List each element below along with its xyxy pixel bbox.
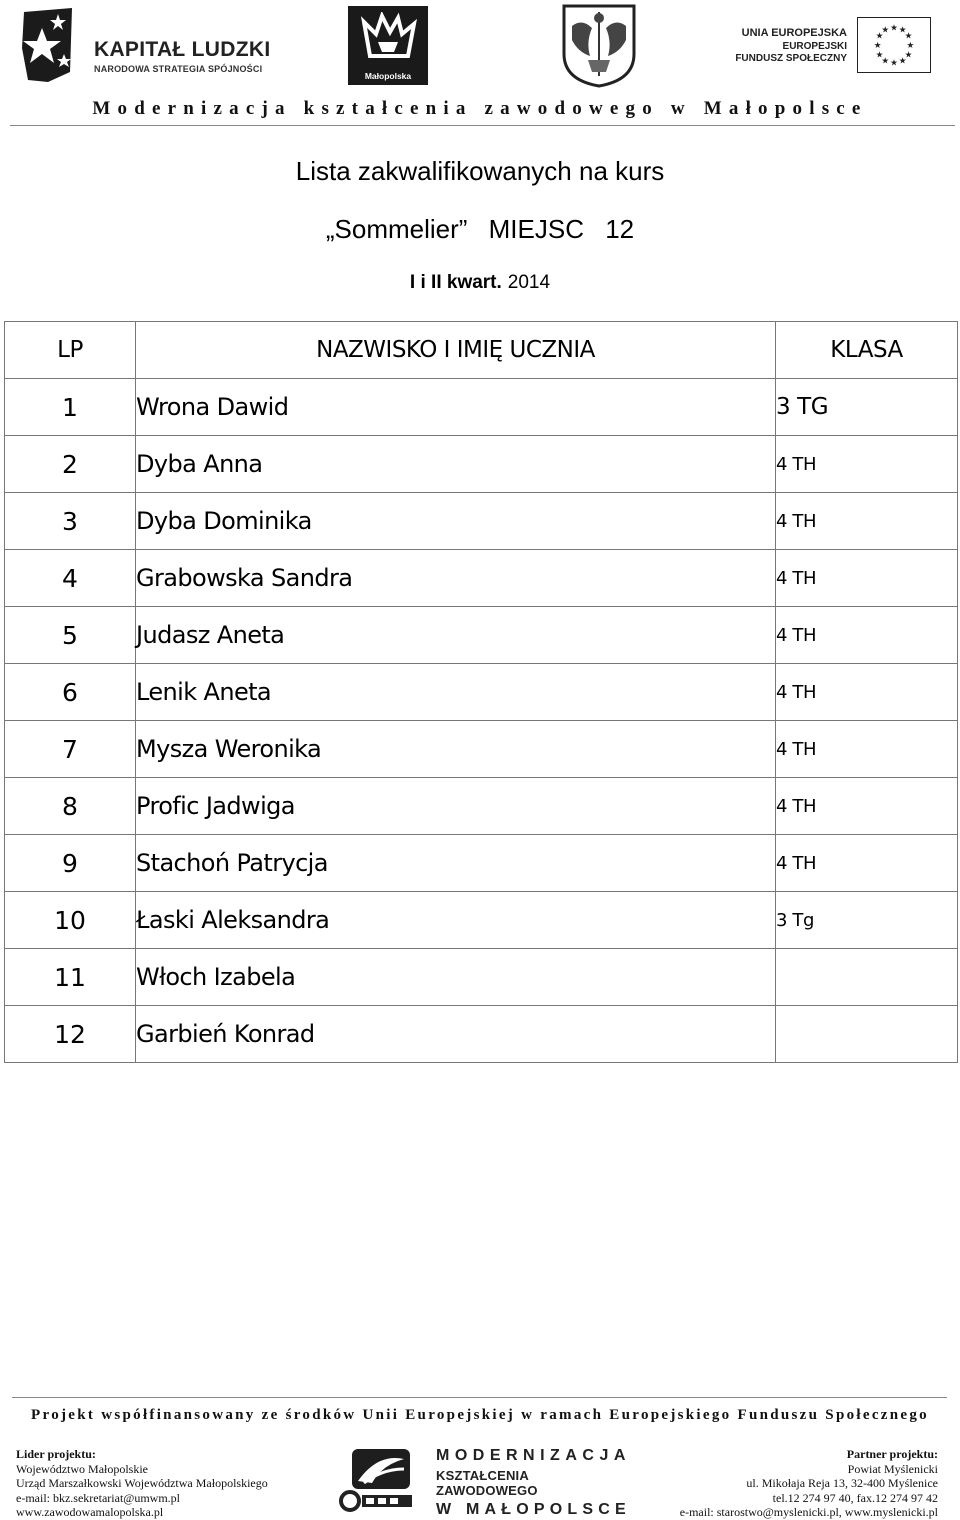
document-title: Lista zakwalifikowanych na kurs <box>295 156 665 186</box>
svg-text:★: ★ <box>875 50 884 61</box>
kapital-ludzki-title: KAPITAŁ LUDZKI <box>94 38 271 61</box>
malopolska-crown-icon <box>358 12 418 64</box>
row-klasa: 3 TG <box>776 379 958 436</box>
row-klasa: 4 TH <box>776 664 958 721</box>
row-klasa: 4 TH <box>776 721 958 778</box>
malopolska-logo <box>348 6 428 85</box>
modernizacja-logo-text <box>436 1447 631 1519</box>
logo-line-2: KSZTAŁCENIA ZAWODOWEGO <box>436 1468 538 1498</box>
row-name: Mysza Weronika <box>136 721 776 778</box>
row-klasa: 4 TH <box>776 550 958 607</box>
project-partner-block <box>680 1447 938 1520</box>
table-row <box>5 379 958 436</box>
svg-text:★: ★ <box>881 25 890 36</box>
svg-text:★: ★ <box>904 31 913 42</box>
partner-line: tel.12 274 97 40, fax.12 274 97 42 <box>772 1490 938 1505</box>
footer-divider <box>12 1397 947 1398</box>
row-name: Judasz Aneta <box>136 607 776 664</box>
row-lp: 8 <box>5 778 136 835</box>
modernizacja-logo <box>338 1447 631 1518</box>
period-year: 2014 <box>507 272 551 293</box>
row-lp: 4 <box>5 550 136 607</box>
period-label: I i II kwart. <box>409 272 502 293</box>
row-name: Lenik Aneta <box>136 664 776 721</box>
modernizacja-emblem-icon <box>338 1447 414 1513</box>
course-name: „Sommelier” MIEJSC 12 <box>325 214 635 244</box>
row-name: Wrona Dawid <box>136 379 776 436</box>
table-row <box>5 550 958 607</box>
row-lp: 6 <box>5 664 136 721</box>
table-row <box>5 607 958 664</box>
logo-line-3: W MAŁOPOLSCE <box>436 1501 631 1518</box>
svg-text:★: ★ <box>898 25 907 36</box>
row-klasa <box>776 949 958 1006</box>
leader-email[interactable]: e-mail: bkz.sekretariat@umwm.pl <box>16 1490 180 1505</box>
column-header-lp: LP <box>5 322 136 379</box>
header-tagline: Modernizacja kształcenia zawodowego w Małopolsce <box>92 98 868 119</box>
malopolska-label: Małopolska <box>364 71 412 81</box>
row-name: Dyba Anna <box>136 436 776 493</box>
kapital-ludzki-subtitle: NARODOWA STRATEGIA SPÓJNOŚCI <box>94 64 263 74</box>
participants-table <box>4 321 958 1063</box>
svg-text:★: ★ <box>875 31 884 42</box>
header-divider <box>10 125 955 126</box>
table-row <box>5 835 958 892</box>
row-lp: 12 <box>5 1006 136 1063</box>
table-row <box>5 892 958 949</box>
eu-line-3: FUNDUSZ SPOŁECZNY <box>735 53 847 64</box>
leader-line: Urząd Marszałkowski Województwa Małopolskiego <box>16 1476 268 1490</box>
row-klasa: 4 TH <box>776 835 958 892</box>
table-row <box>5 721 958 778</box>
svg-text:★: ★ <box>890 23 898 34</box>
course-period <box>0 272 960 294</box>
leader-website[interactable]: www.zawodowamalopolska.pl <box>16 1505 164 1519</box>
eu-text-block <box>735 27 847 64</box>
row-lp: 11 <box>5 949 136 1006</box>
leader-label: Lider projektu: <box>16 1447 96 1461</box>
project-leader-block <box>16 1447 268 1520</box>
partner-line: ul. Mikołaja Reja 13, 32-400 Myślenice <box>746 1476 938 1490</box>
row-lp: 10 <box>5 892 136 949</box>
row-lp: 3 <box>5 493 136 550</box>
svg-text:★: ★ <box>906 40 915 51</box>
row-name: Grabowska Sandra <box>136 550 776 607</box>
row-lp: 2 <box>5 436 136 493</box>
svg-text:★: ★ <box>890 58 898 69</box>
row-name: Stachoń Patrycja <box>136 835 776 892</box>
row-klasa: 3 Tg <box>776 892 958 949</box>
table-row <box>5 493 958 550</box>
column-header-klasa: KLASA <box>776 322 958 379</box>
partner-label: Partner projektu: <box>846 1447 938 1461</box>
row-klasa: 4 TH <box>776 607 958 664</box>
row-klasa: 4 TH <box>776 493 958 550</box>
column-header-name: NAZWISKO I IMIĘ UCZNIA <box>136 322 776 379</box>
row-lp: 7 <box>5 721 136 778</box>
row-name: Profic Jadwiga <box>136 778 776 835</box>
header-logos <box>0 0 960 95</box>
eu-line-2: EUROPEJSKI <box>782 41 847 52</box>
row-name: Włoch Izabela <box>136 949 776 1006</box>
row-lp: 1 <box>5 379 136 436</box>
eu-line-1: UNIA EUROPEJSKA <box>741 27 847 39</box>
powiat-crest-icon <box>560 2 638 88</box>
table-row <box>5 778 958 835</box>
table-row <box>5 664 958 721</box>
row-lp: 5 <box>5 607 136 664</box>
row-lp: 9 <box>5 835 136 892</box>
row-name: Garbień Konrad <box>136 1006 776 1063</box>
table-header-row <box>5 322 958 379</box>
row-name: Łaski Aleksandra <box>136 892 776 949</box>
svg-text:★: ★ <box>898 56 907 67</box>
partner-contact[interactable]: e-mail: starostwo@myslenicki.pl, www.myslenicki.pl <box>679 1505 938 1519</box>
row-name: Dyba Dominika <box>136 493 776 550</box>
partner-line: Powiat Myślenicki <box>847 1461 938 1476</box>
table-row <box>5 949 958 1006</box>
kapital-ludzki-logo <box>20 8 280 84</box>
row-klasa <box>776 1006 958 1063</box>
kapital-ludzki-star-icon <box>20 8 76 84</box>
footer-tagline: Projekt współfinansowany ze środków Unii Europejskiej w ramach Europejskiego Funduszu Społecznego <box>31 1407 929 1423</box>
leader-line: Województwo Małopolskie <box>16 1461 149 1476</box>
svg-text:★: ★ <box>873 40 882 51</box>
row-klasa: 4 TH <box>776 778 958 835</box>
table-row <box>5 1006 958 1063</box>
row-klasa: 4 TH <box>776 436 958 493</box>
table-row <box>5 436 958 493</box>
eu-flag-icon <box>857 17 931 73</box>
svg-text:★: ★ <box>904 50 913 61</box>
unia-europejska-logo <box>730 17 935 77</box>
svg-text:★: ★ <box>881 56 890 67</box>
logo-line-1: MODERNIZACJA <box>436 1447 631 1464</box>
